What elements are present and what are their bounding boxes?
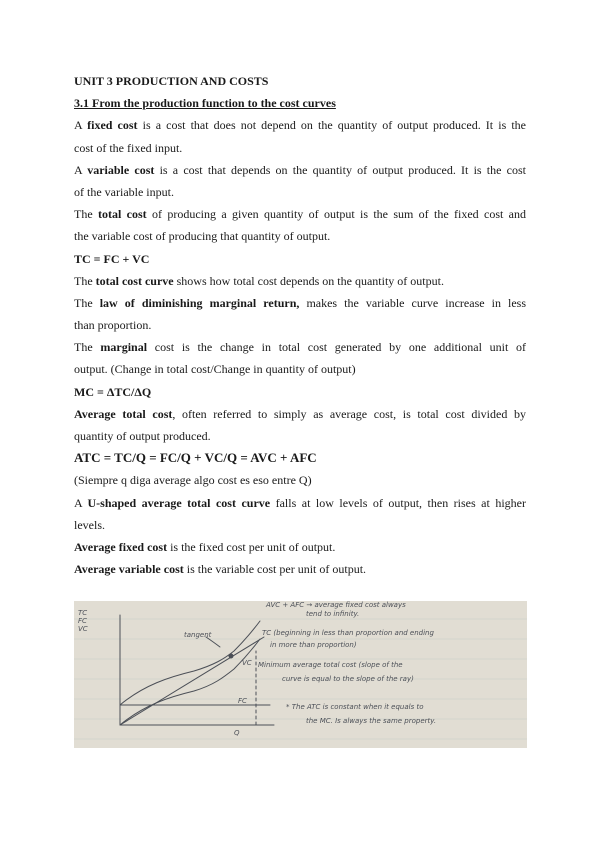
axis-label-fc: FC xyxy=(78,617,87,625)
axis-label-tc: TC xyxy=(78,609,88,617)
total-cost-line-2: the variable cost of producing that quantity of output. xyxy=(74,229,331,244)
total-cost-pre: The xyxy=(74,207,98,222)
note-line-5: Minimum average total cost (slope of the xyxy=(258,661,403,669)
u-shaped-line-2: levels. xyxy=(74,517,105,532)
total-cost-line-1 xyxy=(74,203,526,225)
avc-line xyxy=(74,558,526,580)
atc-line-1 xyxy=(74,403,526,425)
u-shaped-term: U-shaped average total cost curve xyxy=(87,495,271,510)
total-cost-text: of producing a given quantity of output is the sum of the fixed cost and xyxy=(146,207,526,222)
marginal-cost-pre: The xyxy=(74,340,101,355)
avc-text: is the variable cost per unit of output. xyxy=(183,562,367,577)
note-line-6: curve is equal to the slope of the ray) xyxy=(282,675,414,683)
fixed-cost-line-2: cost of the fixed input. xyxy=(74,140,183,155)
afc-line xyxy=(74,536,526,558)
diminishing-line-2: than proportion. xyxy=(74,318,152,333)
atc-text: , often referred to simply as average cost, is total cost divided by xyxy=(172,406,526,421)
unit-title: UNIT 3 PRODUCTION AND COSTS xyxy=(74,74,269,88)
fixed-cost-term: fixed cost xyxy=(87,118,138,133)
vc-label: VC xyxy=(242,659,252,667)
mc-equation: MC = ΔTC/ΔQ xyxy=(74,384,152,399)
variable-cost-pre: A xyxy=(74,162,88,177)
marginal-cost-term: marginal xyxy=(100,340,148,355)
variable-cost-term: variable cost xyxy=(87,162,155,177)
diminishing-pre: The xyxy=(74,295,100,310)
diminishing-line-1 xyxy=(74,292,526,314)
document-body xyxy=(74,70,526,580)
u-shaped-line-1 xyxy=(74,492,526,514)
spanish-note: (Siempre q diga average algo cost es eso entre Q) xyxy=(74,473,312,488)
fc-label: FC xyxy=(238,697,247,705)
note-line-7: * The ATC is constant when it equals to xyxy=(286,703,424,711)
afc-text: is the fixed cost per unit of output. xyxy=(167,539,336,554)
variable-cost-line-1 xyxy=(74,159,526,181)
note-line-8: the MC. Is always the same property. xyxy=(306,717,437,725)
avc-term: Average variable cost xyxy=(74,562,184,577)
diminishing-text: makes the variable curve increase in less xyxy=(299,295,527,310)
axis-label-vc: VC xyxy=(78,625,88,633)
note-line-1: AVC + AFC → average fixed cost always xyxy=(266,601,406,609)
note-line-2: tend to infinity. xyxy=(306,610,360,618)
atc-equation: ATC = TC/Q = FC/Q + VC/Q = AVC + AFC xyxy=(74,450,317,466)
total-cost-curve-line xyxy=(74,270,526,292)
tcc-term: total cost curve xyxy=(95,273,174,288)
tangent-label: tangent xyxy=(184,631,212,639)
afc-term: Average fixed cost xyxy=(74,539,168,554)
atc-line-2: quantity of output produced. xyxy=(74,429,211,443)
marginal-cost-line-1 xyxy=(74,336,526,358)
total-cost-term: total cost xyxy=(98,207,147,222)
u-shaped-pre: A xyxy=(74,495,88,510)
fixed-cost-line-1 xyxy=(74,114,526,136)
tcc-text: shows how total cost depends on the quantity of output. xyxy=(173,273,444,288)
variable-cost-line-2: of the variable input. xyxy=(74,184,174,199)
variable-cost-text: is a cost that depends on the quantity of output produced. It is the cost xyxy=(154,162,526,177)
x-axis-label: Q xyxy=(234,729,240,737)
tangency-point xyxy=(229,654,233,658)
fixed-cost-text: is a cost that does not depend on the quantity of output produced. It is the xyxy=(137,118,526,133)
handwritten-graph xyxy=(74,601,527,748)
marginal-cost-line-2: output. (Change in total cost/Change in quantity of output) xyxy=(74,362,356,377)
atc-term: Average total cost xyxy=(74,406,173,421)
tc-equation: TC = FC + VC xyxy=(74,251,150,266)
u-shaped-text: falls at low levels of output, then rises at higher xyxy=(270,495,526,510)
fixed-cost-pre: A xyxy=(74,118,88,133)
marginal-cost-text: cost is the change in total cost generated by one additional unit of xyxy=(147,340,527,355)
note-line-4: in more than proportion) xyxy=(270,641,357,649)
tcc-pre: The xyxy=(74,273,96,288)
handwritten-notes-photo xyxy=(74,601,527,748)
note-line-3: TC (beginning in less than proportion and ending xyxy=(262,629,434,637)
section-title: 3.1 From the production function to the cost curves xyxy=(74,96,336,111)
diminishing-term: law of diminishing marginal return, xyxy=(99,295,300,310)
